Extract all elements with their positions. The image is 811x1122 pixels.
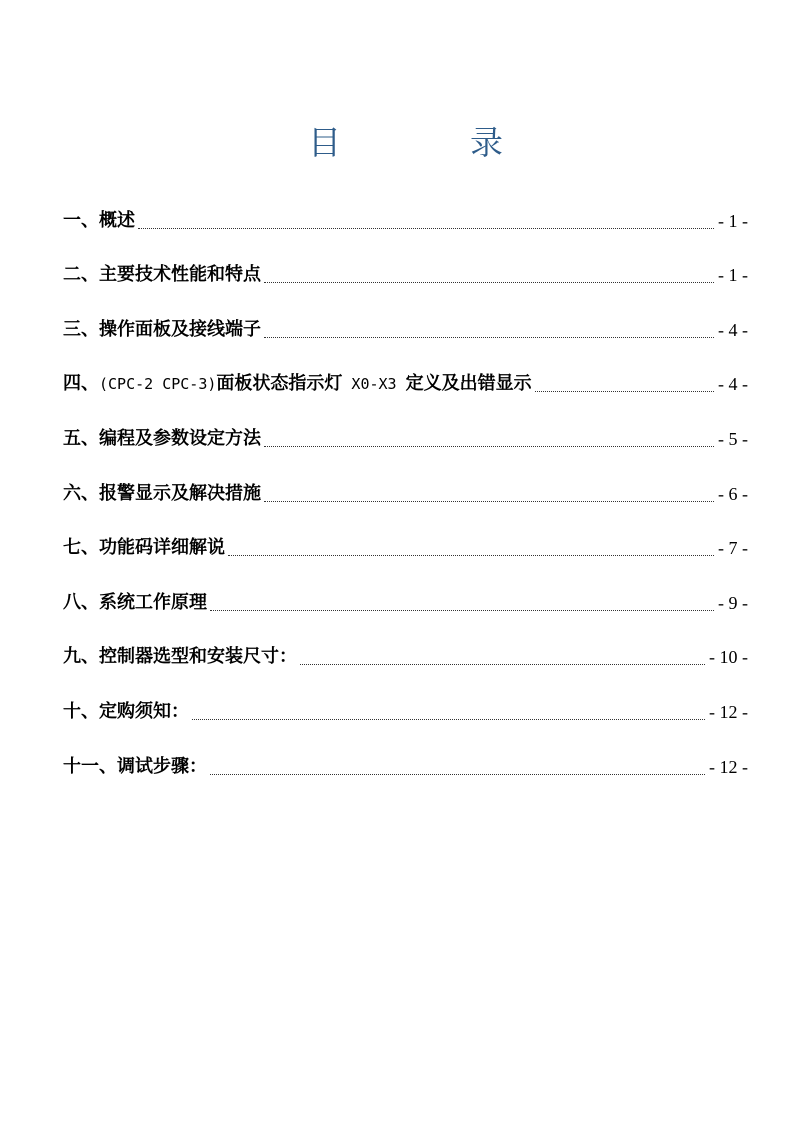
toc-entry-5[interactable]	[63, 404, 748, 459]
dot-leader	[535, 390, 714, 392]
toc-heading: 目 录	[308, 123, 551, 162]
dot-leader	[264, 445, 714, 447]
dot-leader	[210, 773, 705, 775]
toc-page-number: - 12 -	[709, 756, 748, 777]
toc-entry-3[interactable]	[63, 295, 748, 350]
toc-page-number: - 10 -	[709, 647, 748, 668]
toc-page-number: - 6 -	[718, 483, 748, 504]
dot-leader	[264, 336, 714, 338]
dot-leader	[138, 227, 714, 229]
toc-entry-11[interactable]	[63, 732, 748, 787]
dot-leader	[210, 609, 714, 611]
toc-entry-title: 二、主要技术性能和特点	[63, 264, 261, 286]
toc-entry-title: 七、功能码详细解说	[63, 537, 225, 559]
toc-entry-title: 三、操作面板及接线端子	[63, 318, 261, 340]
toc-page-number: - 7 -	[718, 538, 748, 559]
toc-entry-title-suffix: 定义及出错显示	[405, 373, 532, 395]
toc-entry-4[interactable]	[63, 350, 748, 405]
toc-entry-title: 六、报警显示及解决措施	[63, 482, 261, 504]
toc-entry-title	[63, 370, 532, 404]
dot-leader	[300, 663, 705, 665]
toc-entry-7[interactable]	[63, 514, 748, 569]
toc-page-number: - 4 -	[718, 374, 748, 395]
toc-list	[63, 186, 748, 787]
toc-entry-8[interactable]	[63, 568, 748, 623]
toc-entry-title: 八、系统工作原理	[63, 591, 207, 613]
toc-entry-10[interactable]	[63, 677, 748, 732]
toc-page-number: - 12 -	[709, 701, 748, 722]
toc-entry-title: 十一、调试步骤：	[63, 755, 207, 777]
toc-page-number: - 1 -	[718, 210, 748, 231]
toc-entry-title-range: X0-X3	[342, 375, 406, 394]
toc-entry-title-model: (CPC-2 CPC-3)	[99, 375, 217, 394]
toc-page-number: - 5 -	[718, 428, 748, 449]
toc-entry-title: 九、控制器选型和安装尺寸：	[63, 646, 297, 668]
dot-leader	[264, 281, 714, 283]
toc-entry-2[interactable]	[63, 241, 748, 296]
toc-page-number: - 1 -	[718, 265, 748, 286]
toc-page-number: - 4 -	[718, 319, 748, 340]
dot-leader	[228, 554, 714, 556]
toc-entry-title: 五、编程及参数设定方法	[63, 427, 261, 449]
toc-entry-1[interactable]	[63, 186, 748, 241]
dot-leader	[264, 500, 714, 502]
toc-entry-title-prefix: 四、	[63, 373, 99, 395]
toc-entry-9[interactable]	[63, 623, 748, 678]
dot-leader	[192, 718, 705, 720]
toc-page-number: - 9 -	[718, 592, 748, 613]
toc-entry-title: 十、定购须知：	[63, 700, 189, 722]
toc-entry-title-mid: 面板状态指示灯	[216, 373, 343, 395]
toc-entry-title: 一、概述	[63, 209, 135, 231]
toc-entry-6[interactable]	[63, 459, 748, 514]
